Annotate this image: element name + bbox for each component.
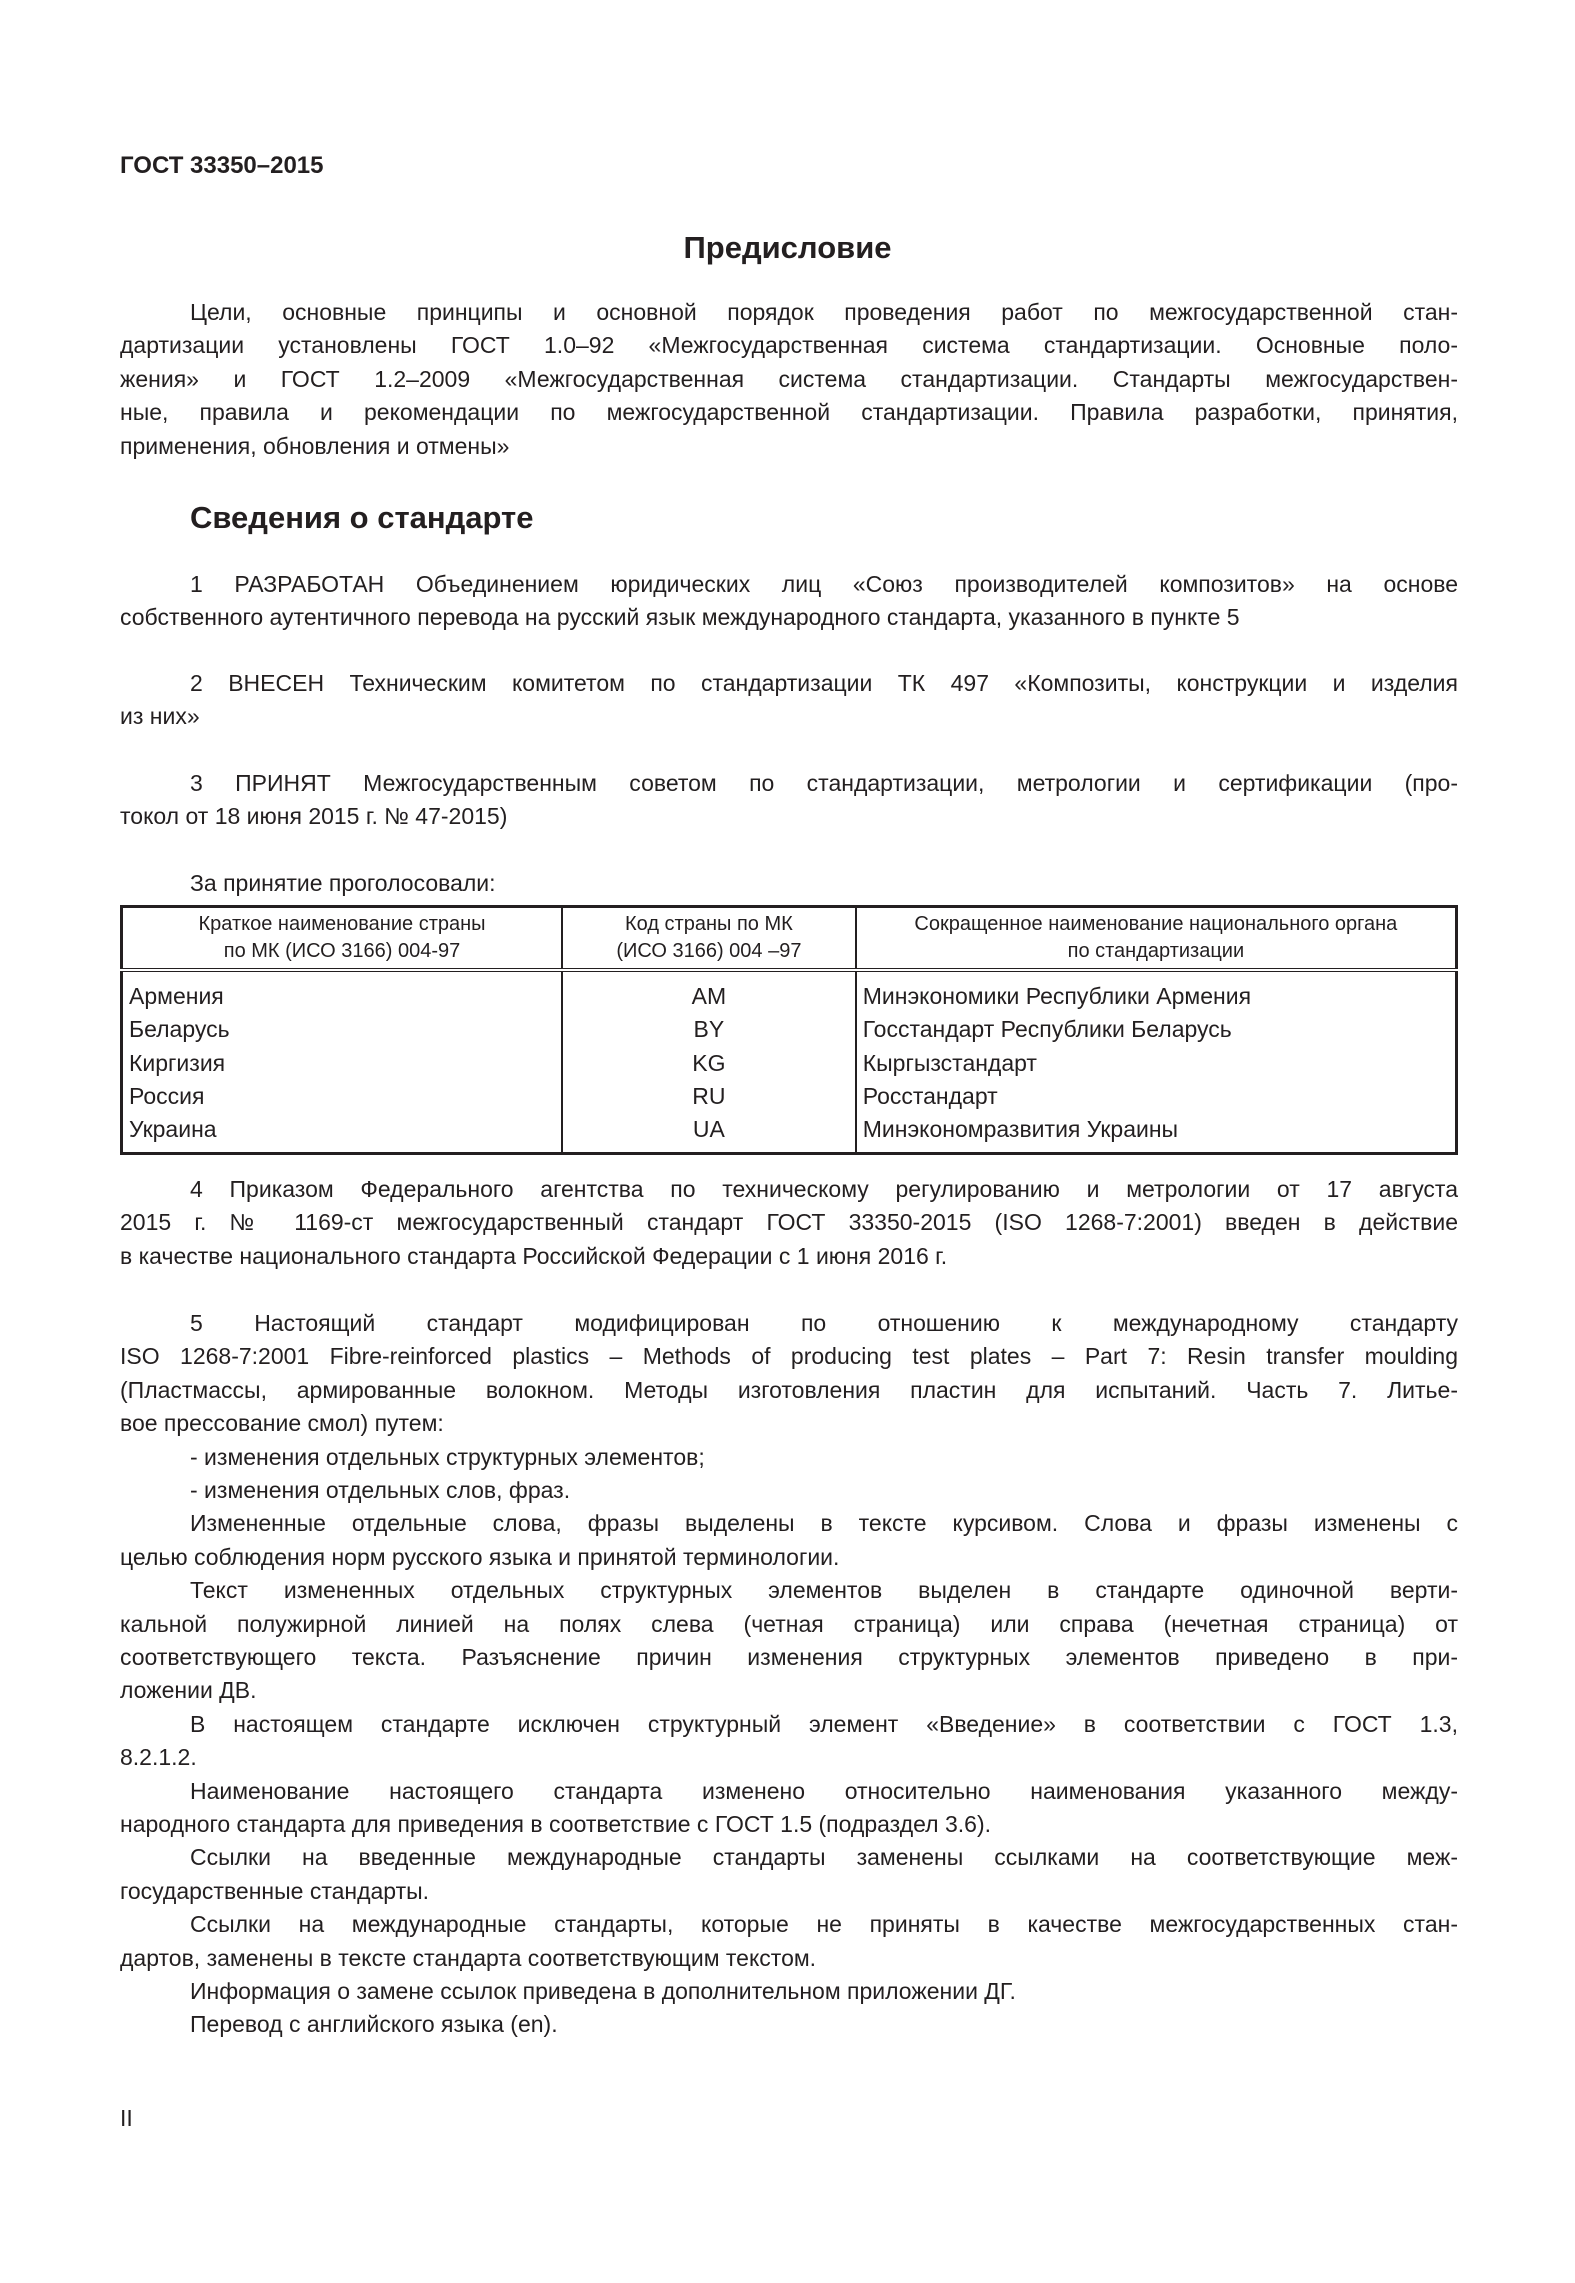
cell-code: UA (562, 1113, 856, 1154)
table-row (122, 1113, 1457, 1154)
cell-code: BY (562, 1013, 856, 1046)
text-line: ложении ДВ. (120, 1677, 257, 1704)
cell-country: Россия (129, 1082, 205, 1109)
text-line: применения, обновления и отмены» (120, 432, 510, 459)
text-line: 4 Приказом Федерального агентства по техническому регулированию и метрологии от 17 августа (190, 1176, 1458, 1202)
cell-authority: Росстандарт (856, 1080, 1457, 1113)
table-row (122, 1047, 1457, 1080)
table-row (122, 1013, 1457, 1046)
text-line: из них» (120, 703, 200, 730)
vote-label-text: За принятие проголосовали: (190, 870, 496, 896)
table-row (122, 1080, 1457, 1113)
text-line: Цели, основные принципы и основной порядок проведения работ по межгосударственной стан- (190, 299, 1458, 325)
header-line: Сокращенное наименование национального органа (914, 913, 1398, 935)
text-line: 3 ПРИНЯТ Межгосударственным советом по стандартизации, метрологии и сертификации (про- (190, 770, 1458, 796)
text-line: 2015 г. № 1169-ст межгосударственный стандарт ГОСТ 33350-2015 (ISO 1268-7:2001) введен в действие (120, 1209, 1458, 1236)
header-line: Краткое наименование страны (198, 913, 486, 935)
cell-authority: Госстандарт Республики Беларусь (856, 1013, 1457, 1046)
text-line: Измененные отдельные слова, фразы выделены в тексте курсивом. Слова и фразы изменены с (190, 1510, 1458, 1537)
text-line: Ссылки на международные стандарты, которые не приняты в качестве межгосударственных стан- (190, 1911, 1458, 1938)
text-line: вое прессование смол) путем: (120, 1410, 444, 1437)
cell-country: Армения (129, 983, 224, 1009)
table-header-row (122, 907, 1457, 971)
paragraph-2-submitted (120, 667, 1458, 734)
text-line: (Пластмассы, армированные волокном. Методы изготовления пластин для испытаний. Часть 7. Литье- (120, 1376, 1458, 1403)
header-code (562, 907, 856, 971)
text-line: токол от 18 июня 2015 г. № 47-2015) (120, 803, 508, 830)
paragraph-4-order (120, 1173, 1458, 1273)
text-line: 2 ВНЕСЕН Техническим комитетом по стандартизации ТК 497 «Композиты, конструкции и изделия (190, 670, 1458, 696)
text-line: 8.2.1.2. (120, 1744, 197, 1771)
voting-countries-table (120, 905, 1458, 1155)
cell-country: Киргизия (129, 1049, 226, 1076)
text-line: 1 РАЗРАБОТАН Объединением юридических лиц «Союз производителей композитов» на основе (190, 571, 1458, 597)
page-number: II (120, 2105, 133, 2131)
text-line: целью соблюдения норм русского языка и принятой терминологии. (120, 1543, 840, 1570)
text-line: Информация о замене ссылок приведена в дополнительном приложении ДГ. (190, 1977, 1016, 2004)
page-title: Предисловие (683, 230, 892, 265)
text-line: в качестве национального стандарта Российской Федерации с 1 июня 2016 г. (120, 1242, 948, 1269)
text-line: Ссылки на введенные международные стандарты заменены ссылками на соответствующие меж- (190, 1844, 1458, 1871)
text-line: ные, правила и рекомендации по межгосударственной стандартизации. Правила разработки, принятия, (120, 399, 1458, 426)
text-line: В настоящем стандарте исключен структурный элемент «Введение» в соответствии с ГОСТ 1.3, (190, 1710, 1458, 1737)
cell-country: Украина (129, 1116, 217, 1143)
header-line: по стандартизации (1067, 940, 1245, 962)
paragraph-5-modification (120, 1307, 1458, 2042)
text-line: жения» и ГОСТ 1.2–2009 «Межгосударственная система стандартизации. Стандарты межгосударствен- (120, 365, 1458, 392)
preface-paragraph (120, 296, 1458, 463)
paragraph-1-developed (120, 568, 1458, 635)
text-line: Наименование настоящего стандарта изменено относительно наименования указанного между- (190, 1777, 1458, 1804)
text-line: Текст измененных отдельных структурных элементов выделен в стандарте одиночной верти- (190, 1577, 1458, 1604)
header-line: Код страны по МК (625, 913, 793, 935)
cell-code: KG (562, 1047, 856, 1080)
cell-authority: Минэкономики Республики Армения (856, 970, 1457, 1013)
text-line: собственного аутентичного перевода на русский язык международного стандарта, указанного в пункте 5 (120, 604, 1240, 631)
text-line: соответствующего текста. Разъяснение причин изменения структурных элементов приведено в при- (120, 1643, 1458, 1670)
text-line: народного стандарта для приведения в соответствие с ГОСТ 1.5 (подраздел 3.6). (120, 1810, 991, 1837)
cell-code: AM (562, 970, 856, 1013)
document-code: ГОСТ 33350–2015 (120, 152, 324, 179)
text-line: - изменения отдельных структурных элементов; (190, 1443, 705, 1470)
cell-authority: Минэкономразвития Украины (856, 1113, 1457, 1154)
text-line: дартизации установлены ГОСТ 1.0–92 «Межгосударственная система стандартизации. Основные поло- (120, 332, 1458, 359)
text-line: ISO 1268-7:2001 Fibre-reinforced plastics – Methods of producing test plates – Part 7: Resin transfer moulding (120, 1343, 1458, 1370)
section-title: Сведения о стандарте (190, 500, 534, 535)
paragraph-3-adopted (120, 767, 1458, 834)
text-line: 5 Настоящий стандарт модифицирован по отношению к международному стандарту (190, 1310, 1458, 1336)
text-line: государственные стандарты. (120, 1877, 430, 1904)
table-row (122, 970, 1457, 1013)
header-line: по МК (ИСО 3166) 004-97 (223, 940, 461, 962)
cell-authority: Кыргызстандарт (856, 1047, 1457, 1080)
header-authority (856, 907, 1457, 971)
vote-label (120, 867, 1458, 900)
header-line: (ИСО 3166) 004 –97 (616, 940, 802, 962)
cell-code: RU (562, 1080, 856, 1113)
cell-country: Беларусь (129, 1016, 230, 1043)
text-line: Перевод с английского языка (en). (190, 2011, 558, 2038)
header-country (122, 907, 563, 971)
text-line: дартов, заменены в тексте стандарта соответствующим текстом. (120, 1944, 817, 1971)
text-line: кальной полужирной линией на полях слева (четная страница) или справа (нечетная страница) от (120, 1610, 1458, 1637)
text-line: - изменения отдельных слов, фраз. (190, 1476, 571, 1503)
